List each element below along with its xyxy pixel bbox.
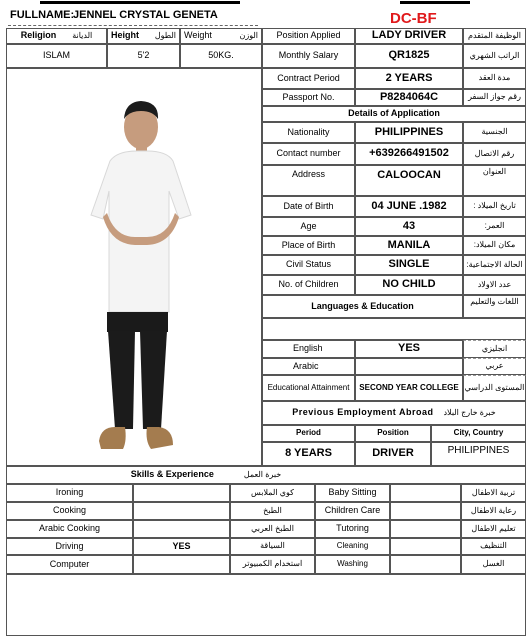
salary-label: Monthly Salary (262, 44, 355, 68)
nationality-value: PHILIPPINES (355, 122, 463, 143)
passport-value: P8284064C (355, 89, 463, 106)
weight-ar: الوزن (239, 30, 258, 40)
skill-computer-value (133, 555, 230, 574)
languages-heading-ar: اللغات والتعليم (463, 295, 526, 318)
employment-position: DRIVER (355, 442, 431, 466)
civil-status-label: Civil Status (262, 255, 355, 275)
skill-cooking-value (133, 502, 230, 520)
skill-tutoring-value (390, 520, 461, 538)
nationality-label: Nationality (262, 122, 355, 143)
position-ar: الوظيفة المتقدم (463, 28, 526, 44)
skill-driving-value: YES (133, 538, 230, 555)
height-ar: الطول (154, 30, 176, 40)
contract-value: 2 YEARS (355, 68, 463, 89)
address-value: CALOOCAN (355, 165, 463, 196)
religion-ar: الديانة (72, 30, 93, 40)
contact-value: +639266491502 (355, 143, 463, 165)
skill-ironing-label: Ironing (6, 484, 133, 502)
fullname-label: FULLNAME: (10, 9, 75, 21)
skill-arabic-cooking-ar: الطبخ العربي (230, 520, 315, 538)
skill-babysitting-label: Baby Sitting (315, 484, 390, 502)
education-value: SECOND YEAR COLLEGE (355, 375, 463, 401)
skill-ironing-value (133, 484, 230, 502)
passport-label: Passport No. (262, 89, 355, 106)
english-label: English (262, 340, 355, 358)
birthplace-value: MANILA (355, 236, 463, 255)
height-label: Height (111, 30, 139, 41)
employment-col-position: Position (355, 425, 431, 442)
weight-value: 50KG. (180, 44, 262, 68)
civil-status-value: SINGLE (355, 255, 463, 275)
education-label: Educational Attainment (262, 375, 355, 401)
english-ar: انجليزي (463, 340, 526, 358)
skills-heading-ar: خبرة العمل (243, 469, 282, 479)
dob-value: 04 JUNE .1982 (355, 196, 463, 217)
languages-spacer (262, 318, 526, 340)
code-badge: DC-BF (390, 10, 437, 27)
skill-cleaning-label: Cleaning (315, 538, 390, 555)
employment-heading-row (262, 401, 526, 425)
skill-babysitting-ar: تربية الاطفال (461, 484, 526, 502)
details-heading: Details of Application (262, 106, 526, 122)
civil-status-ar: الحالة الاجتماعية: (463, 255, 526, 275)
skill-childcare-label: Children Care (315, 502, 390, 520)
skill-computer-ar: استخدام الكمبيوتر (230, 555, 315, 574)
address-label: Address (262, 165, 355, 196)
address-ar: العنوان (463, 165, 526, 196)
skill-driving-label: Driving (6, 538, 133, 555)
salary-value: QR1825 (355, 44, 463, 68)
religion-value: ISLAM (6, 44, 107, 68)
skill-cooking-label: Cooking (6, 502, 133, 520)
arabic-label: Arabic (262, 358, 355, 375)
arabic-value (355, 358, 463, 375)
age-ar: العمر: (463, 217, 526, 236)
children-ar: عدد الاولاد (463, 275, 526, 295)
contract-ar: مدة العقد (463, 68, 526, 89)
skill-cleaning-ar: التنظيف (461, 538, 526, 555)
skills-heading-row (6, 466, 526, 484)
dob-ar: تاريخ الميلاد : (463, 196, 526, 217)
weight-header (180, 28, 262, 44)
top-banner-cutoff-ar (400, 0, 470, 4)
employment-heading: Previous Employment Abroad (292, 407, 434, 418)
skill-driving-ar: السياقة (230, 538, 315, 555)
employment-col-period: Period (262, 425, 355, 442)
fullname: JENNEL CRYSTAL GENETA (73, 9, 218, 21)
skill-arabic-cooking-value (133, 520, 230, 538)
position-label: Position Applied (262, 28, 355, 44)
age-label: Age (262, 217, 355, 236)
religion-header (6, 28, 107, 44)
arabic-ar: عربي (463, 358, 526, 375)
contract-label: Contract Period (262, 68, 355, 89)
contact-label: Contact number (262, 143, 355, 165)
skill-cleaning-value (390, 538, 461, 555)
dob-label: Date of Birth (262, 196, 355, 217)
nationality-ar: الجنسية (463, 122, 526, 143)
person-figure (7, 69, 261, 465)
education-ar: المستوى الدراسي (463, 375, 526, 401)
skill-childcare-value (390, 502, 461, 520)
age-value: 43 (355, 217, 463, 236)
skill-washing-value (390, 555, 461, 574)
skills-table (6, 484, 526, 574)
skill-ironing-ar: كوي الملابس (230, 484, 315, 502)
skill-tutoring-label: Tutoring (315, 520, 390, 538)
skill-tutoring-ar: تعليم الاطفال (461, 520, 526, 538)
skills-heading: Skills & Experience (130, 469, 214, 480)
skill-childcare-ar: رعاية الاطفال (461, 502, 526, 520)
applicant-photo (6, 68, 262, 466)
top-banner-cutoff (40, 0, 240, 4)
skill-arabic-cooking-label: Arabic Cooking (6, 520, 133, 538)
fullname-underline (8, 25, 258, 26)
languages-heading: Languages & Education (262, 295, 463, 318)
contact-ar: رقم الاتصال (463, 143, 526, 165)
height-value: 5'2 (107, 44, 180, 68)
employment-heading-ar: خبرة خارج البلاد (443, 407, 496, 417)
birthplace-ar: مكان الميلاد: (463, 236, 526, 255)
children-label: No. of Children (262, 275, 355, 295)
skill-washing-ar: الغسل (461, 555, 526, 574)
position-value: LADY DRIVER (355, 28, 463, 44)
employment-period: 8 YEARS (262, 442, 355, 466)
religion-label: Religion (20, 30, 57, 41)
skill-babysitting-value (390, 484, 461, 502)
employment-col-city: City, Country (431, 425, 526, 442)
height-header (107, 28, 180, 44)
remarks-box (6, 574, 526, 636)
skill-cooking-ar: الطبخ (230, 502, 315, 520)
english-value: YES (355, 340, 463, 358)
children-value: NO CHILD (355, 275, 463, 295)
passport-ar: رقم جواز السفر (463, 89, 526, 106)
birthplace-label: Place of Birth (262, 236, 355, 255)
salary-ar: الراتب الشهري (463, 44, 526, 68)
skill-computer-label: Computer (6, 555, 133, 574)
employment-city: PHILIPPINES (431, 442, 526, 466)
weight-label: Weight (184, 30, 212, 41)
skill-washing-label: Washing (315, 555, 390, 574)
